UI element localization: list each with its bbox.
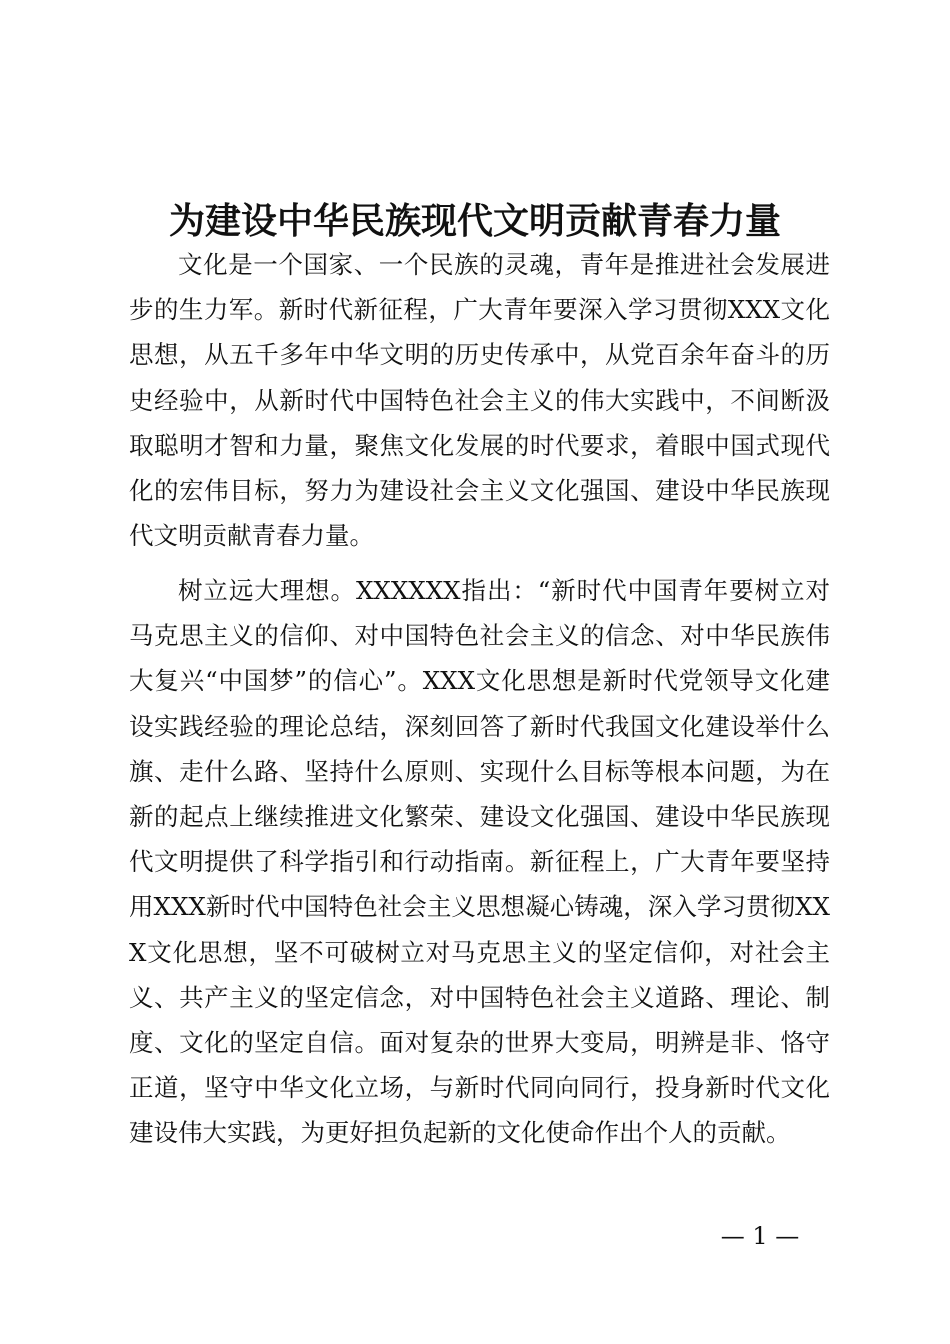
body-paragraph-2: 树立远大理想。XXXXXX指出：“新时代中国青年要树立对马克思主义的信仰、对中国特色社会主义的信念、对中华民族伟大复兴“中国梦”的信心”。XXX文化思想是新时代党领导文化建设实践经验的理论总结，深刻回答了新时代我国文化建设举什么旗、走什么路、坚持什么原则、实现什么目标等根本问题，为在新的起点上继续推进文化繁荣、建设文化强国、建设中华民族现代文明提供了科学指引和行动指南。新征程上，广大青年要坚持用XXX新时代中国特色社会主义思想凝心铸魂，深入学习贯彻XXX文化思想，坚不可破树立对马克思主义的坚定信仰，对社会主义、共产主义的坚定信念，对中国特色社会主义道路、理论、制度、文化的坚定自信。面对复杂的世界大变局，明辨是非、恪守正道，坚守中华文化立场，与新时代同向同行，投身新时代文化建设伟大实践，为更好担负起新的文化使命作出个人的贡献。 [129, 576, 830, 1148]
document-title: 为建设中华民族现代文明贡献青春力量 [168, 200, 781, 243]
page-number: — 1 — [720, 1222, 800, 1250]
body-paragraph-1: 文化是一个国家、一个民族的灵魂，青年是推进社会发展进步的生力军。新时代新征程，广大青年要深入学习贯彻XXX文化思想，从五千多年中华文明的历史传承中，从党百余年奋斗的历史经验中，从新时代中国特色社会主义的伟大实践中，不间断汲取聪明才智和力量，聚焦文化发展的时代要求，着眼中国式现代化的宏伟目标，努力为建设社会主义文化强国、建设中华民族现代文明贡献青春力量。 [129, 250, 830, 551]
